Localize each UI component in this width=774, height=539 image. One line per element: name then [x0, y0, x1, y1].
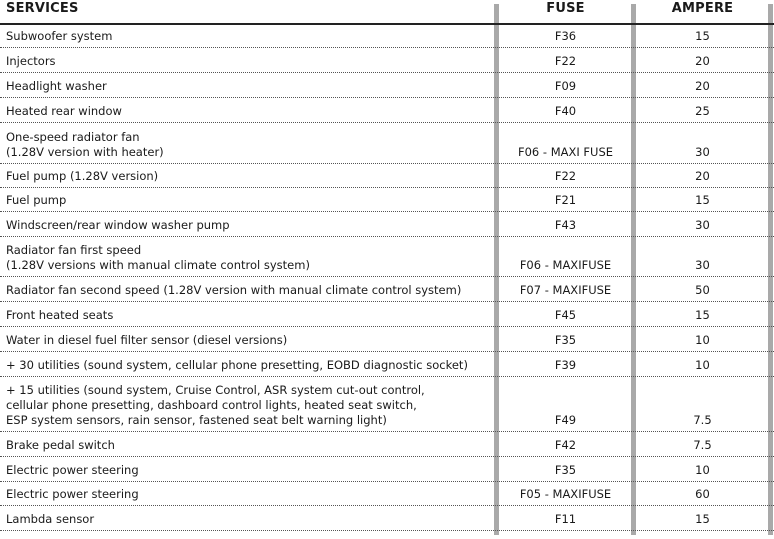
table-row	[0, 164, 774, 188]
service-text: Brake pedal switch	[6, 438, 115, 452]
table-row	[0, 237, 774, 277]
fuse-cell: F36	[554, 29, 577, 43]
ampere-cell: 7.5	[693, 413, 712, 427]
service-text: Heated rear window	[6, 104, 122, 118]
table-row	[0, 506, 774, 531]
service-text: Windscreen/rear window washer pump	[6, 218, 230, 232]
header-ampere: AMPERE	[671, 1, 734, 16]
ampere-cell: 60	[695, 487, 710, 501]
fuse-cell: F35	[554, 333, 577, 347]
ampere-cell: 20	[695, 54, 710, 68]
service-cell	[6, 130, 164, 160]
ampere-cell: 25	[695, 104, 710, 118]
ampere-cell: 10	[695, 463, 710, 477]
service-text: + 30 utilities (sound system, cellular phone presetting, EOBD diagnostic socket)	[6, 358, 468, 372]
ampere-cell: 15	[695, 29, 710, 43]
service-text: Front heated seats	[6, 308, 114, 322]
fuse-cell: F05 - MAXIFUSE	[519, 487, 612, 501]
ampere-cell: 20	[695, 169, 710, 183]
fuse-cell: F09	[554, 79, 577, 93]
service-cell	[6, 29, 112, 44]
ampere-cell: 20	[695, 79, 710, 93]
service-cell	[6, 512, 94, 527]
table-row	[0, 432, 774, 457]
header-fuse: FUSE	[546, 1, 585, 16]
service-cell	[6, 463, 139, 478]
fuse-cell: F06 - MAXI FUSE	[517, 145, 614, 159]
header-services: SERVICES	[6, 1, 79, 16]
fuse-cell: F06 - MAXIFUSE	[519, 258, 612, 272]
table-row	[0, 377, 774, 432]
fuse-cell: F11	[554, 512, 577, 526]
service-cell	[6, 218, 230, 233]
table-row	[0, 212, 774, 237]
table-row	[0, 188, 774, 212]
table-row	[0, 352, 774, 377]
ampere-cell: 30	[695, 145, 710, 159]
fuse-cell: F21	[554, 193, 577, 207]
table-row	[0, 277, 774, 302]
table-row	[0, 327, 774, 352]
fuse-cell: F39	[554, 358, 577, 372]
table-row	[0, 457, 774, 482]
service-text: Lambda sensor	[6, 512, 95, 526]
service-cell	[6, 358, 468, 373]
service-cell	[6, 487, 139, 502]
ampere-cell: 15	[695, 308, 710, 322]
ampere-cell: 10	[695, 333, 710, 347]
service-text: + 15 utilities (sound system, Cruise Control, ASR system cut-out control,	[6, 383, 425, 397]
service-cell	[6, 308, 113, 323]
service-text: One-speed radiator fan	[6, 130, 140, 144]
fuse-cell: F35	[554, 463, 577, 477]
ampere-cell: 10	[695, 358, 710, 372]
service-text: (1.28V version with heater)	[6, 145, 164, 159]
service-cell	[6, 438, 115, 453]
table-row	[0, 98, 774, 123]
service-text: Subwoofer system	[6, 29, 113, 43]
service-text: Water in diesel fuel filter sensor (diesel versions)	[6, 333, 288, 347]
service-cell	[6, 79, 107, 94]
fuse-cell: F22	[554, 54, 577, 68]
service-text: ESP system sensors, rain sensor, fastened seat belt warning light)	[6, 413, 387, 427]
ampere-cell: 15	[695, 193, 710, 207]
service-text: (1.28V versions with manual climate control system)	[6, 258, 310, 272]
table-row	[0, 24, 774, 48]
ampere-cell: 50	[695, 283, 710, 297]
fuse-cell: F22	[554, 169, 577, 183]
table-header	[0, 0, 774, 25]
table-row	[0, 302, 774, 327]
fuse-cell: F45	[554, 308, 577, 322]
fuse-cell: F07 - MAXIFUSE	[519, 283, 612, 297]
service-cell	[6, 333, 287, 348]
ampere-cell: 30	[695, 258, 710, 272]
table-row	[0, 123, 774, 164]
service-text: cellular phone presetting, dashboard control lights, heated seat switch,	[6, 398, 417, 412]
service-cell	[6, 169, 158, 184]
service-text: Radiator fan second speed (1.28V version with manual climate control system)	[6, 283, 462, 297]
fuse-cell: F49	[554, 413, 577, 427]
service-text: Electric power steering	[6, 487, 139, 501]
service-cell	[6, 243, 310, 273]
table-row	[0, 48, 774, 73]
service-cell	[6, 193, 66, 208]
service-text: Fuel pump	[6, 193, 67, 207]
service-cell	[6, 104, 122, 119]
service-text: Fuel pump (1.28V version)	[6, 169, 159, 183]
ampere-cell: 15	[695, 512, 710, 526]
service-text: Radiator fan first speed	[6, 243, 142, 257]
fuse-cell: F40	[554, 104, 577, 118]
fuse-cell: F42	[554, 438, 577, 452]
table-row	[0, 482, 774, 506]
service-cell	[6, 54, 56, 69]
service-text: Electric power steering	[6, 463, 139, 477]
service-cell	[6, 283, 461, 298]
service-text: Headlight washer	[6, 79, 107, 93]
fuse-cell: F43	[554, 218, 577, 232]
ampere-cell: 30	[695, 218, 710, 232]
service-cell	[6, 383, 425, 428]
ampere-cell: 7.5	[693, 438, 712, 452]
service-text: Injectors	[6, 54, 56, 68]
table-row	[0, 73, 774, 98]
